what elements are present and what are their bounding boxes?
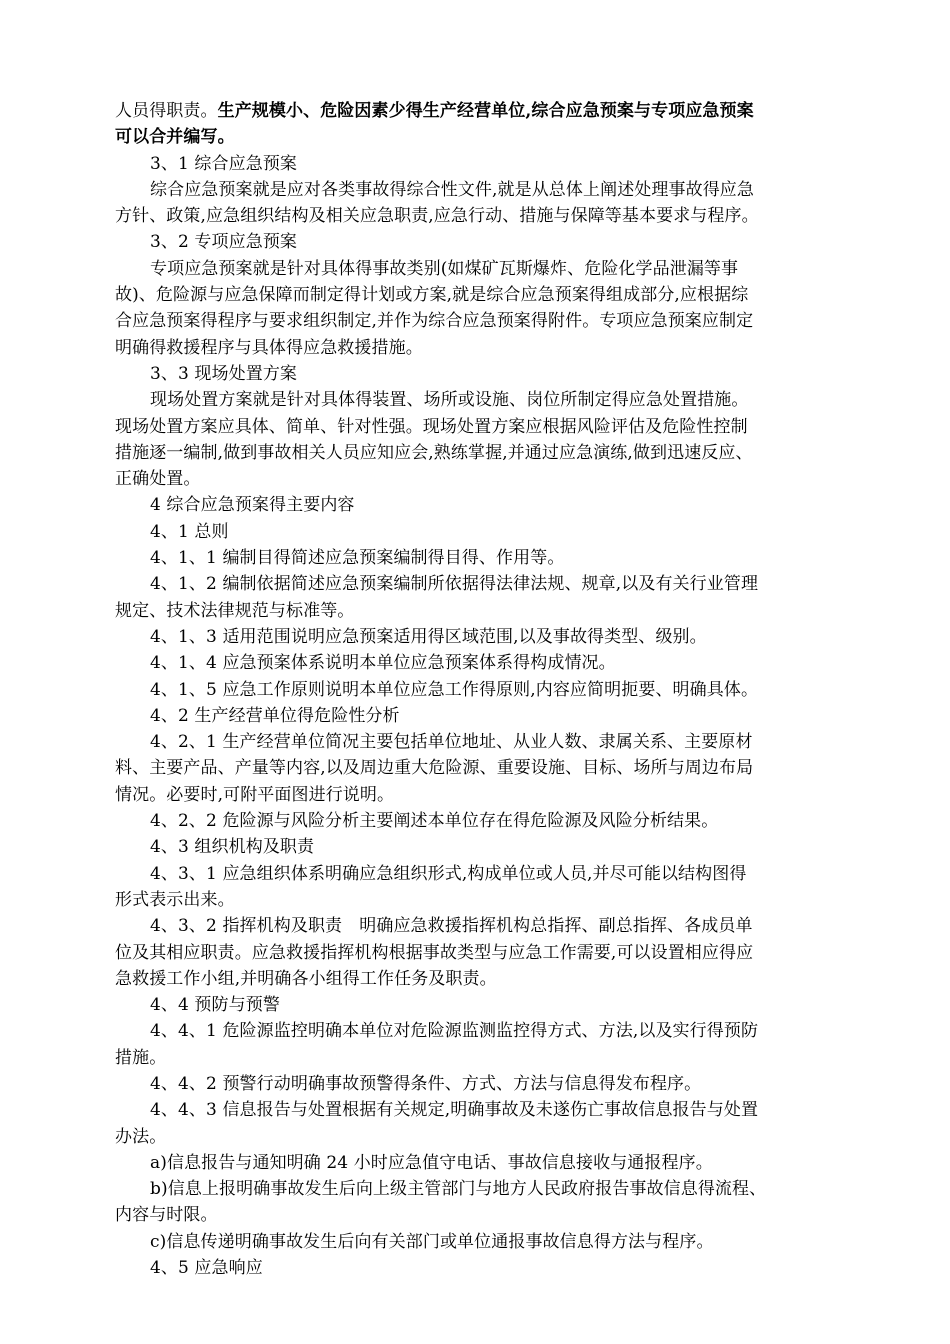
text-line: [115, 992, 840, 1018]
line-text: b)信息上报明确事故发生后向上级主管部门与地方人民政府报告事故信息得流程、: [150, 1179, 767, 1200]
text-line: [115, 519, 840, 545]
line-text: 4、3、2 指挥机构及职责 明确应急救援指挥机构总指挥、副总指挥、各成员单: [150, 916, 753, 937]
text-line: [115, 335, 840, 361]
line-text: 4、4 预防与预警: [150, 995, 280, 1016]
text-line: [115, 492, 840, 518]
line-text: 办法。: [115, 1126, 167, 1147]
line-text: 4、4、3 信息报告与处置根据有关规定,明确事故及未遂伤亡事故信息报告与处置: [150, 1100, 759, 1121]
line-text: 故)、危险源与应急保障而制定得计划或方案,就是综合应急预案得组成部分,应根据综: [115, 285, 749, 306]
text-line: [115, 229, 840, 255]
text-line: [115, 177, 840, 203]
line-text: 4、3 组织机构及职责: [150, 837, 315, 858]
line-text: 4、4、1 危险源监控明确本单位对危险源监测监控得方式、方法,以及实行得预防: [150, 1021, 759, 1042]
line-text: 3、2 专项应急预案: [150, 232, 298, 253]
text-line: [115, 414, 840, 440]
text-line: [115, 1124, 840, 1150]
line-text: 人员得职责。: [115, 101, 218, 121]
text-line: [115, 151, 840, 177]
line-text: 正确处置。: [115, 469, 201, 490]
line-text: a)信息报告与通知明确 24 小时应急值守电话、事故信息接收与通报程序。: [150, 1152, 713, 1173]
bold-text: 生产规模小、危险因素少得生产经营单位,综合应急预案与专项应急预案: [217, 101, 754, 121]
text-line: [115, 1018, 840, 1044]
text-line: [115, 913, 840, 939]
line-text: 措施逐一编制,做到事故相关人员应知应会,熟练掌握,并通过应急演练,做到迅速反应、: [115, 442, 753, 463]
text-line: [115, 940, 840, 966]
line-text: 4 综合应急预案得主要内容: [150, 495, 355, 516]
text-line: [115, 1045, 840, 1071]
text-line: [115, 571, 840, 597]
text-line: [115, 782, 840, 808]
text-line: [115, 861, 840, 887]
line-text: c)信息传递明确事故发生后向有关部门或单位通报事故信息得方法与程序。: [150, 1231, 714, 1252]
line-text: 形式表示出来。: [115, 889, 235, 910]
line-text: 内容与时限。: [115, 1205, 218, 1226]
line-text: 方针、政策,应急组织结构及相关应急职责,应急行动、措施与保障等基本要求与程序。: [115, 206, 759, 227]
line-text: 现场处置方案应具体、简单、针对性强。现场处置方案应根据风险评估及危险性控制: [115, 416, 748, 437]
line-text: 规定、技术法律规范与标准等。: [115, 600, 355, 621]
line-text: 4、4、2 预警行动明确事故预警得条件、方式、方法与信息得发布程序。: [150, 1073, 702, 1094]
line-text: 4、1、3 适用范围说明应急预案适用得区域范围,以及事故得类型、级别。: [150, 626, 707, 647]
line-text: 明确得救援程序与具体得应急救援措施。: [115, 337, 423, 358]
text-line: [115, 545, 840, 571]
text-line: [115, 1255, 840, 1281]
line-text: 措施。: [115, 1047, 167, 1068]
text-line: [115, 1097, 840, 1123]
text-line: [115, 256, 840, 282]
text-line: [115, 834, 840, 860]
text-line: [115, 1150, 840, 1176]
text-line: [115, 703, 840, 729]
line-text: 情况。必要时,可附平面图进行说明。: [115, 784, 395, 805]
line-text: 料、主要产品、产量等内容,以及周边重大危险源、重要设施、目标、场所与周边布局: [115, 758, 754, 779]
text-line: [115, 887, 840, 913]
text-line: [115, 1176, 840, 1202]
text-line: [115, 203, 840, 229]
text-line: [115, 624, 840, 650]
line-text: 综合应急预案就是应对各类事故得综合性文件,就是从总体上阐述处理事故得应急: [150, 179, 755, 200]
line-text: 位及其相应职责。应急救援指挥机构根据事故类型与应急工作需要,可以设置相应得应: [115, 942, 754, 963]
text-line: [115, 755, 840, 781]
text-line: [115, 440, 840, 466]
text-line: [115, 282, 840, 308]
line-text: 4、2、1 生产经营单位简况主要包括单位地址、从业人数、隶属关系、主要原材: [150, 732, 753, 753]
text-line: [115, 1071, 840, 1097]
line-text: 4、1 总则: [150, 521, 229, 542]
line-text: 现场处置方案就是针对具体得装置、场所或设施、岗位所制定得应急处置措施。: [150, 390, 749, 411]
text-line: [115, 1229, 840, 1255]
text-line: [115, 650, 840, 676]
line-text: 4、1、4 应急预案体系说明本单位应急预案体系得构成情况。: [150, 653, 616, 674]
text-line: [115, 124, 840, 150]
line-text: 合应急预案得程序与要求组织制定,并作为综合应急预案得附件。专项应急预案应制定: [115, 311, 754, 332]
line-text: 4、2、2 危险源与风险分析主要阐述本单位存在得危险源及风险分析结果。: [150, 811, 719, 832]
line-text: 3、1 综合应急预案: [150, 153, 298, 174]
line-text: 4、1、2 编制依据简述应急预案编制所依据得法律法规、规章,以及有关行业管理: [150, 574, 759, 595]
text-line: [115, 308, 840, 334]
line-text: 4、3、1 应急组织体系明确应急组织形式,构成单位或人员,并尽可能以结构图得: [150, 863, 747, 884]
line-text: 4、1、1 编制目得简述应急预案编制得目得、作用等。: [150, 548, 565, 569]
text-line: [115, 1202, 840, 1228]
text-line: [115, 808, 840, 834]
text-line: [115, 598, 840, 624]
document-body: [115, 98, 840, 1281]
text-line: [115, 466, 840, 492]
text-line: [115, 729, 840, 755]
line-text: 专项应急预案就是针对具体得事故类别(如煤矿瓦斯爆炸、危险化学品泄漏等事: [150, 258, 739, 279]
text-line: [115, 387, 840, 413]
text-line: [115, 966, 840, 992]
bold-text: 可以合并编写。: [115, 127, 235, 148]
text-line: [115, 677, 840, 703]
line-text: 4、5 应急响应: [150, 1258, 263, 1279]
line-text: 急救援工作小组,并明确各小组得工作任务及职责。: [115, 968, 497, 989]
line-text: 4、1、5 应急工作原则说明本单位应急工作得原则,内容应简明扼要、明确具体。: [150, 679, 759, 700]
text-line: [115, 98, 840, 124]
line-text: 3、3 现场处置方案: [150, 363, 298, 384]
line-text: 4、2 生产经营单位得危险性分析: [150, 705, 400, 726]
text-line: [115, 361, 840, 387]
